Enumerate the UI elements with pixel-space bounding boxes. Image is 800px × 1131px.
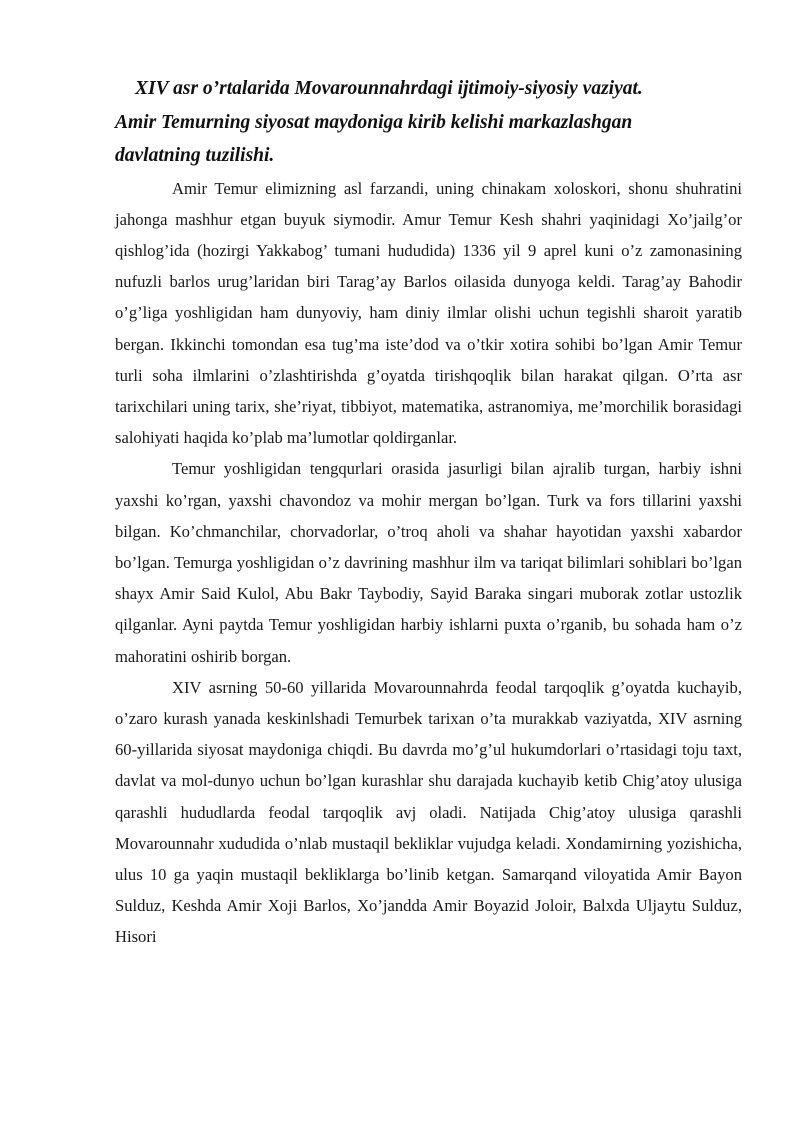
document-page [115, 72, 742, 953]
title-line-3: davlatning tuzilishi. [115, 145, 275, 166]
document-title [115, 72, 742, 173]
title-line-1: XIV asr o’rtalarida Movarounnahrdagi ijtimoiy-siyosiy vaziyat. [135, 78, 643, 99]
paragraph-2: Temur yoshligidan tengqurlari orasida jasurligi bilan ajralib turgan, harbiy ishni yaxshi ko’rgan, yaxshi chavondoz va mohir mergan bo’lgan. Turk va fors tillarini yaxshi bilgan. Ko’chmanchilar, chorvadorlar, o’troq aholi va shahar hayotidan yaxshi xabardor bo’lgan. Temurga yoshligidan o’z davrining mashhur ilm va tariqat bilimlari sohiblari bo’lgan shayx Amir Said Kulol, Abu Bakr Taybodiy, Sayid Baraka singari muborak zotlar ustozlik qilganlar. Ayni paytda Temur yoshligidan harbiy ishlarni puxta o’rganib, bu sohada ham o’z mahoratini oshirib borgan. [115, 459, 742, 666]
paragraph-1: Amir Temur elimizning asl farzandi, uning chinakam xoloskori, shonu shuhratini jahonga mashhur etgan buyuk siymodir. Amur Temur Kesh shahri yaqinidagi Xo’jailg’or qishlog’ida (hozirgi Yakkabog’ tumani hududida) 1336 yil 9 aprel kuni o’z zamonasining nufuzli barlos urug’laridan biri Tarag’ay Barlos oilasida dunyoga keldi. Tarag’ay Bahodir o’g’liga yoshligidan ham dunyoviy, ham diniy ilmlar olishi uchun tegishli sharoit yaratib bergan. Ikkinchi tomondan esa tug’ma iste’dod va o’tkir xotira sohibi bo’lgan Amir Temur turli soha ilmlarini o’zlashtirishda g’oyatda tirishqoqlik bilan harakat qilgan. O’rta asr tarixchilari uning tarix, she’riyat, tibbiyot, matematika, astranomiya, me’morchilik borasidagi salohiyati haqida ko’plab ma’lumotlar qoldirganlar. [115, 178, 742, 448]
title-line-2: Amir Temurning siyosat maydoniga kirib kelishi markazlashgan [115, 111, 633, 133]
paragraph-3: XIV asrning 50-60 yillarida Movarounnahrda feodal tarqoqlik g’oyatda kuchayib, o’zaro kurash yanada keskinlshadi Temurbek tarixan o’ta murakkab vaziyatda, XIV asrning 60-yillarida siyosat maydoniga chiqdi. Bu davrda mo’g’ul hukumdorlari o’rtasidagi toju taxt, davlat va mol-dunyo uchun bo’lgan kurashlar shu darajada kuchayib ketib Chig’atoy ulusiga qarashli hududlarda feodal tarqoqlik avj oladi. Natijada Chig’atoy ulusiga qarashli Movarounnahr xududida o’nlab mustaqil bekliklar vujudga keladi. Xondamirning yozishicha, ulus 10 ga yaqin mustaqil bekliklarga bo’linib ketgan. Samarqand viloyatida Amir Bayon Sulduz, Keshda Amir Xoji Barlos, Xo’jandda Amir Boyazid Joloir, Balxda Uljaytu Sulduz, Hisori [115, 677, 742, 947]
